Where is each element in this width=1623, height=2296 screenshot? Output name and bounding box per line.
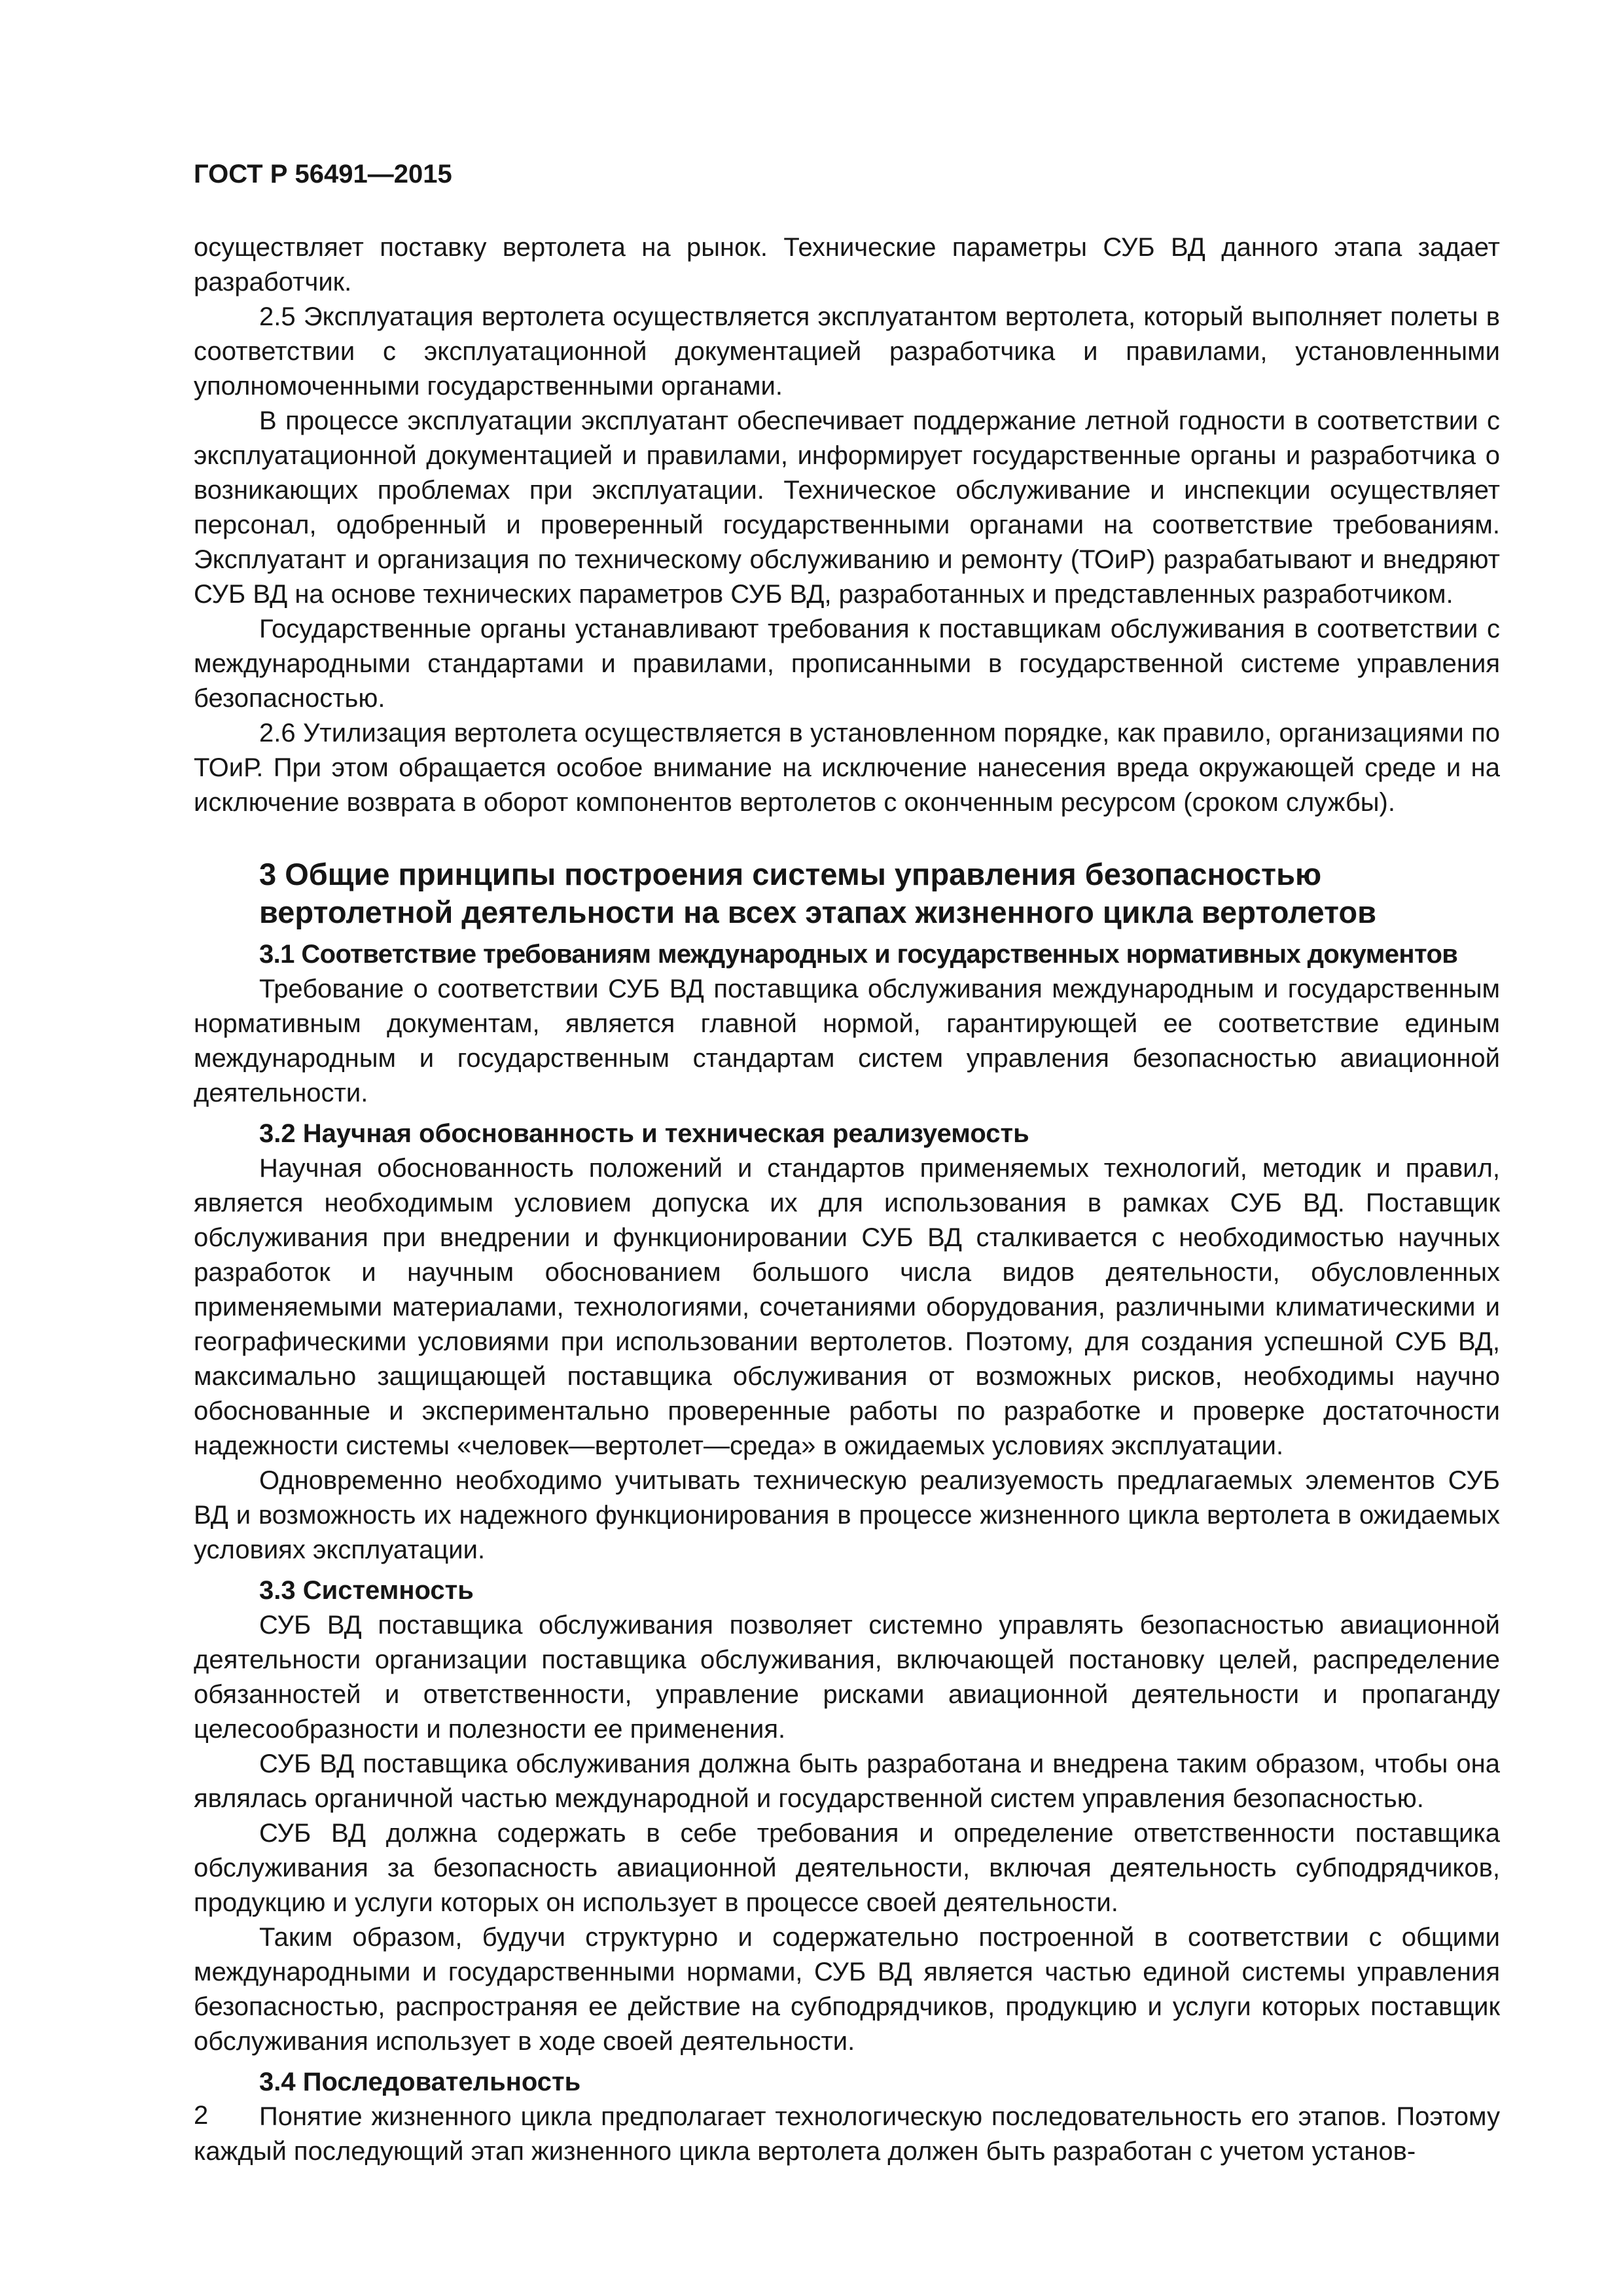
subsection-3-3-title: 3.3 Системность [259,1576,474,1605]
page-number: 2 [194,2101,209,2130]
paragraph: СУБ ВД должна содержать в себе требования и определение ответственности поставщика обслуживания за безопасность авиационной деятельности, включая деятельность субподрядчиков, продукцию и услуги которых он использует в процессе своей деятельности. [194,1819,1500,1917]
paragraph: 2.5 Эксплуатация вертолета осуществляется эксплуатантом вертолета, который выполняет полеты в соответствии с эксплуатационной документацией разработчика и правилами, установленными уполномоченными государственными органами. [194,302,1500,401]
paragraph: Научная обоснованность положений и стандартов применяемых технологий, методик и правил, является необходимым условием допуска их для использования в рамках СУБ ВД. Поставщик обслуживания при внедрении и функционировании СУБ ВД сталкивается с необходимостью научных разработок и научным обоснованием большого числа видов деятельности, обусловленных применяемыми материалами, технологиями, сочетаниями оборудования, различными климатическими и географическими условиями при использовании вертолетов. Поэтому, для создания успешной СУБ ВД, максимально защищающей поставщика обслуживания от возможных рисков, необходимы научно обоснованные и экспериментально проверенные работы по разработке и проверке достаточности надежности системы «человек—вертолет—среда» в ожидаемых условиях эксплуатации. [194,1154,1500,1460]
document-header: ГОСТ Р 56491—2015 [194,160,452,188]
paragraph: осуществляет поставку вертолета на рынок. Технические параметры СУБ ВД данного этапа задает разработчик. [194,233,1500,296]
subsection-3-2-title: 3.2 Научная обоснованность и техническая реализуемость [259,1119,1029,1148]
paragraph: 2.6 Утилизация вертолета осуществляется в установленном порядке, как правило, организациями по ТОиР. При этом обращается особое внимание на исключение нанесения вреда окружающей среде и на исключение возврата в оборот компонентов вертолетов с оконченным ресурсом (сроком службы). [194,719,1500,817]
document-body [194,230,1500,2169]
subsection-3-1-title: 3.1 Соответствие требованиям международных и государственных нормативных документов [259,940,1458,969]
paragraph: Государственные органы устанавливают требования к поставщикам обслуживания в соответствии с международными стандартами и правилами, прописанными в государственной системе управления безопасностью. [194,615,1500,713]
paragraph: В процессе эксплуатации эксплуатант обеспечивает поддержание летной годности в соответствии с эксплуатационной документацией и правилами, информирует государственные органы и разработчика о возникающих проблемах при эксплуатации. Техническое обслуживание и инспекции осуществляет персонал, одобренный и проверенный государственными органами на соответствие требованиям. Эксплуатант и организация по техническому обслуживанию и ремонту (ТОиР) разрабатывают и внедряют СУБ ВД на основе технических параметров СУБ ВД, разработанных и представленных разработчиком. [194,406,1500,609]
paragraph: Требование о соответствии СУБ ВД поставщика обслуживания международным и государственным нормативным документам, является главной нормой, гарантирующей ее соответствие единым международным и государственным стандартам систем управления безопасностью авиационной деятельности. [194,975,1500,1107]
section-3-title: 3 Общие принципы построения системы управления безопасностью вертолетной деятельности на всех этапах жизненного цикла вертолетов [259,857,1376,929]
paragraph: Одновременно необходимо учитывать техническую реализуемость предлагаемых элементов СУБ ВД и возможность их надежного функционирования в процессе жизненного цикла вертолета в ожидаемых условиях эксплуатации. [194,1466,1500,1564]
paragraph: СУБ ВД поставщика обслуживания должна быть разработана и внедрена таким образом, чтобы она являлась органичной частью международной и государственной систем управления безопасностью. [194,1749,1500,1813]
paragraph: Понятие жизненного цикла предполагает технологическую последовательность его этапов. Поэтому каждый последующий этап жизненного цикла вертолета должен быть разработан с учетом установ- [194,2102,1500,2166]
paragraph: СУБ ВД поставщика обслуживания позволяет системно управлять безопасностью авиационной деятельности организации поставщика обслуживания, включающей постановку целей, распределение обязанностей и ответственности, управление рисками авиационной деятельности и пропаганду целесообразности и полезности ее применения. [194,1611,1500,1744]
subsection-3-4-title: 3.4 Последовательность [259,2068,581,2096]
paragraph: Таким образом, будучи структурно и содержательно построенной в соответствии с общими международными и государственными нормами, СУБ ВД является частью единой системы управления безопасностью, распространяя ее действие на субподрядчиков, продукцию и услуги которых поставщик обслуживания использует в ходе своей деятельности. [194,1923,1500,2056]
